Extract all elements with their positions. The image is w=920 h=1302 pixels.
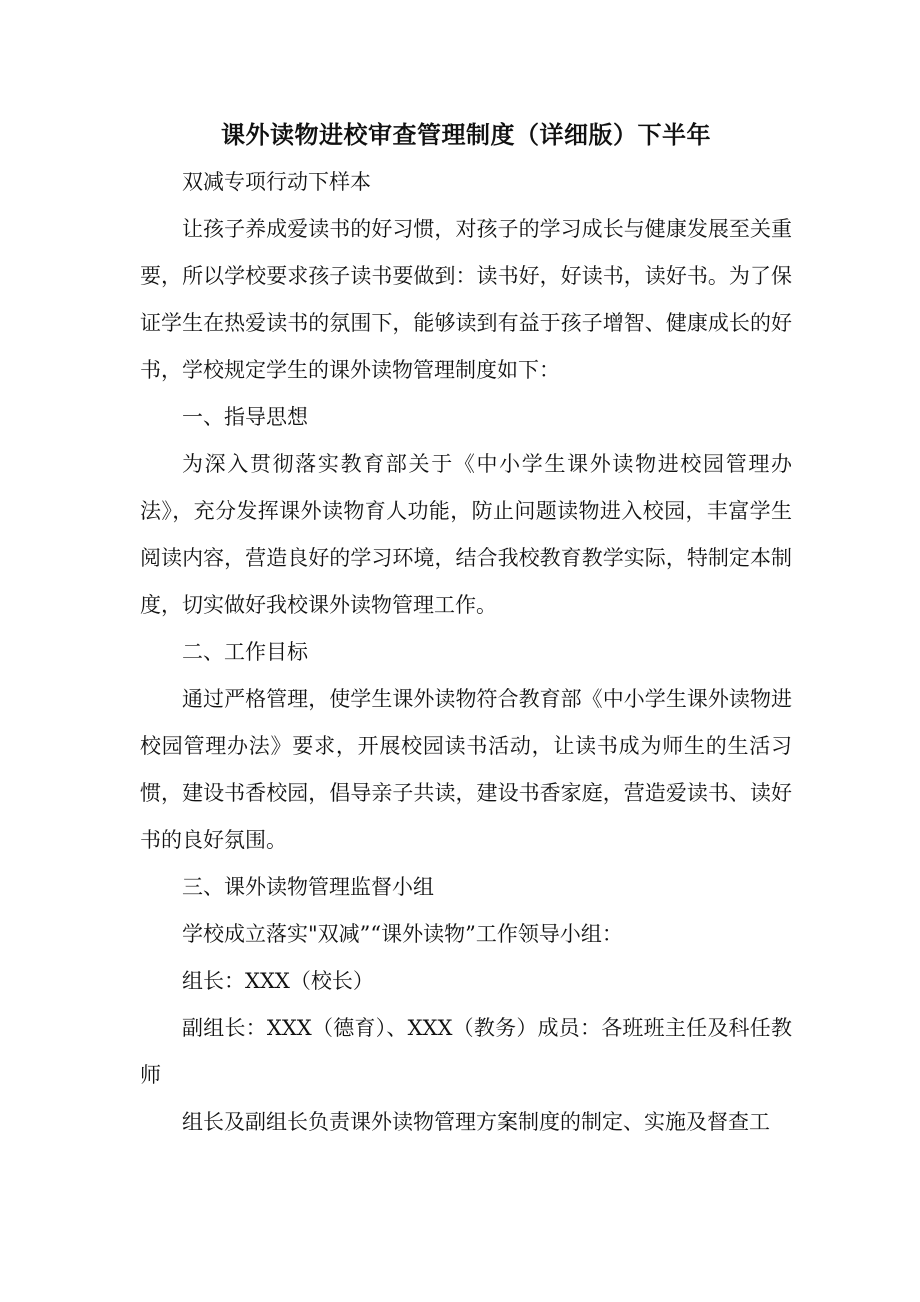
paragraph-intro: 让孩子养成爱读书的好习惯，对孩子的学习成长与健康发展至关重要，所以学校要求孩子读书要做到：读书好，好读书，读好书。为了保证学生在热爱读书的氛围下，能够读到有益于孩子增智、健康成长的好书，学校规定学生的课外读物管理制度如下： [140, 217, 792, 382]
paragraph-work-goals: 通过严格管理，使学生课外读物符合教育部《中小学生课外读物进校园管理办法》要求，开展校园读书活动，让读书成为师生的生活习惯，建设书香校园，倡导亲子共读，建设书香家庭，营造爱读书、读好书的良好氛围。 [140, 687, 792, 852]
paragraph-group-leader: 组长：XXX（校长） [182, 969, 374, 993]
paragraph-responsibilities: 组长及副组长负责课外读物管理方案制度的制定、实施及督查工 [182, 1110, 770, 1134]
paragraph-deputy-leaders: 副组长：XXX（德育）、XXX（教务）成员：各班班主任及科任教师 [140, 1016, 792, 1087]
heading-supervision-group: 三、课外读物管理监督小组 [182, 875, 434, 899]
paragraph-guiding-ideology: 为深入贯彻落实教育部关于《中小学生课外读物进校园管理办法》，充分发挥课外读物育人功能，防止问题读物进入校园，丰富学生阅读内容，营造良好的学习环境，结合我校教育教学实际，特制定本制度，切实做好我校课外读物管理工作。 [140, 452, 792, 617]
document-title: 课外读物进校审查管理制度（详细版）下半年 [221, 121, 711, 149]
heading-guiding-ideology: 一、指导思想 [182, 405, 308, 429]
paragraph-subtitle: 双减专项行动下样本 [182, 170, 371, 194]
paragraph-leading-group: 学校成立落实"双减”“课外读物”工作领导小组： [182, 922, 623, 946]
heading-work-goals: 二、工作目标 [182, 640, 308, 664]
